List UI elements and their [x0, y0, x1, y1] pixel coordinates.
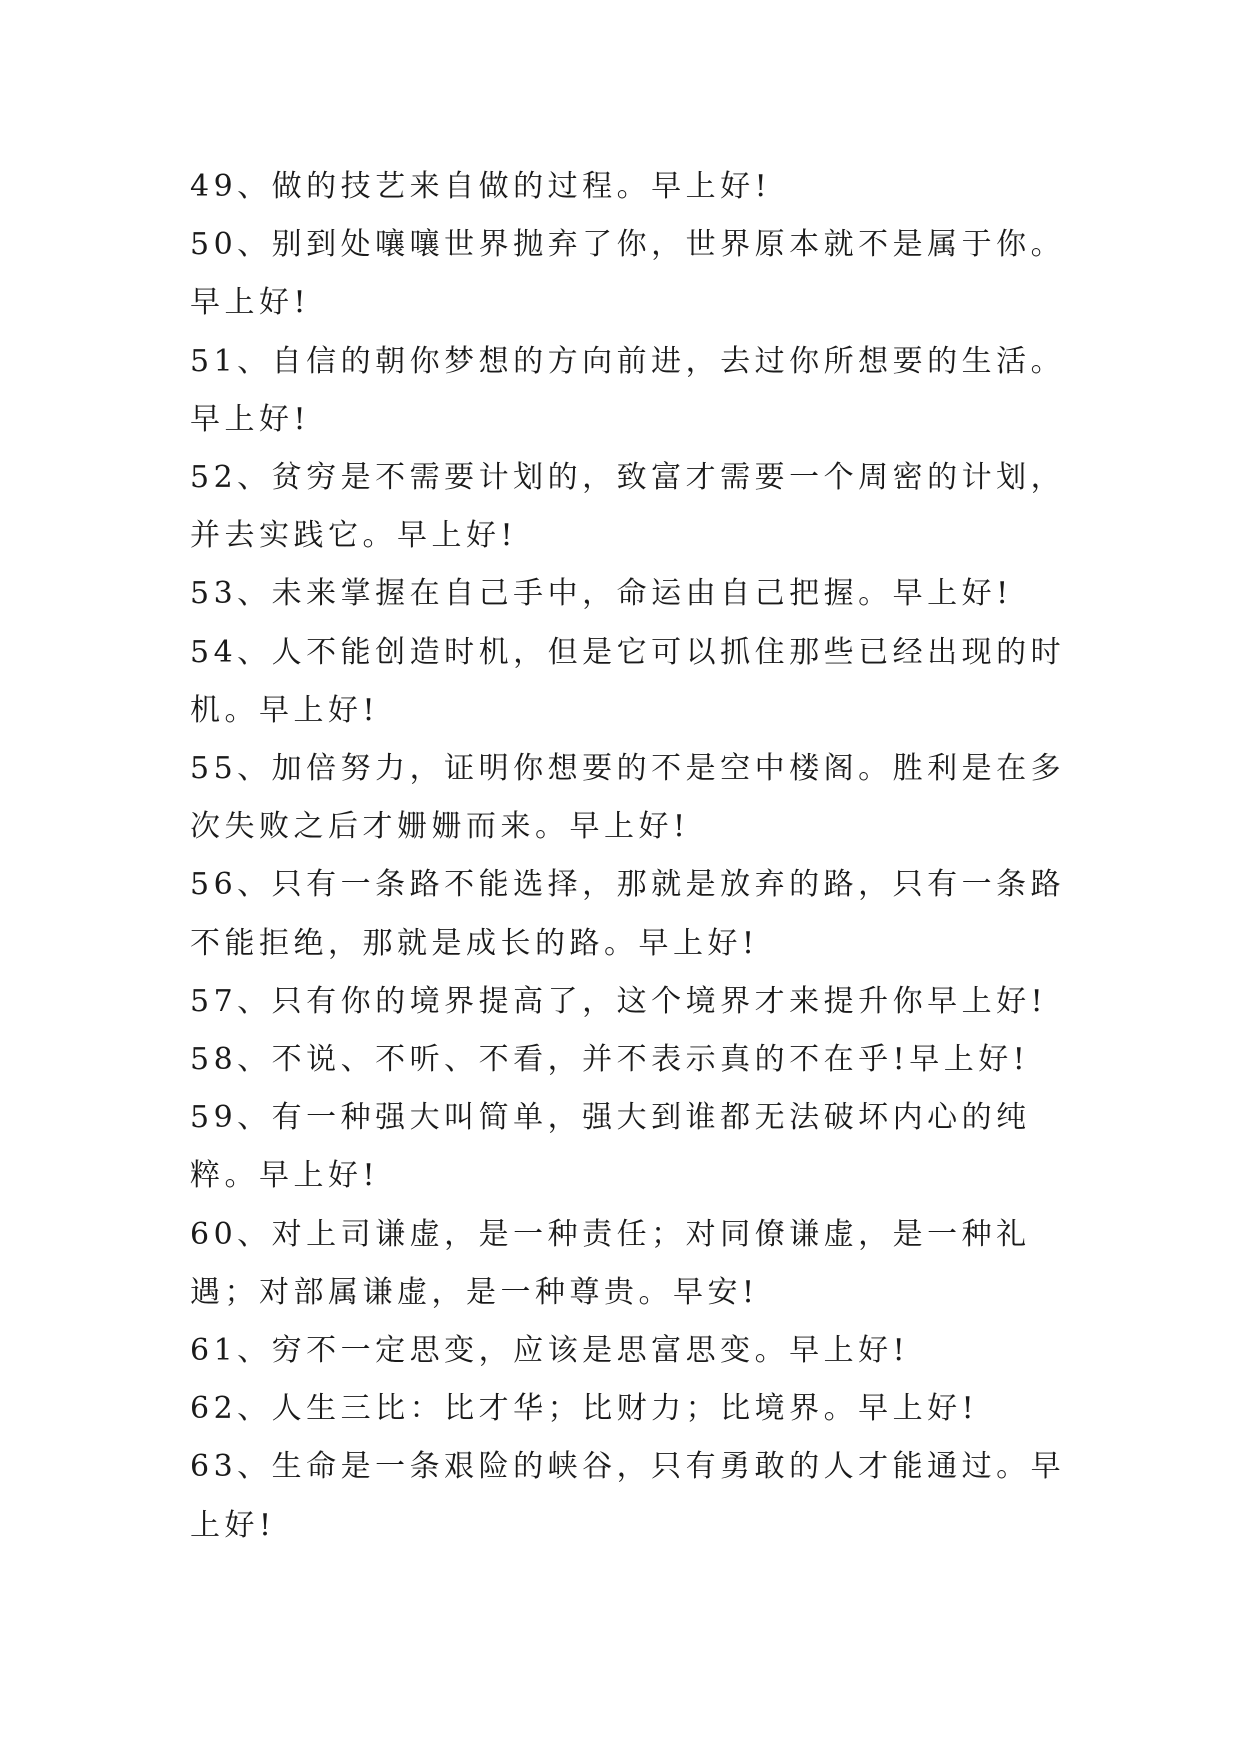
quote-entry: 63、生命是一条艰险的峡谷，只有勇敢的人才能通过。早上好! — [190, 1449, 1066, 1543]
quote-entry: 50、别到处嚷嚷世界抛弃了你，世界原本就不是属于你。早上好! — [190, 227, 1066, 321]
quote-entry: 49、做的技艺来自做的过程。早上好! — [190, 169, 772, 204]
quote-entry: 54、人不能创造时机，但是它可以抓住那些已经出现的时机。早上好! — [190, 634, 1066, 728]
quote-entry: 56、只有一条路不能选择，那就是放弃的路，只有一条路不能拒绝，那就是成长的路。早上好! — [190, 867, 1066, 961]
quote-entry: 60、对上司谦虚，是一种责任；对同僚谦虚，是一种礼遇；对部属谦虚，是一种尊贵。早安! — [190, 1216, 1031, 1310]
quote-entry: 53、未来掌握在自己手中，命运由自己把握。早上好! — [190, 576, 1013, 612]
quote-entry: 62、人生三比：比才华；比财力；比境界。早上好! — [190, 1391, 979, 1427]
quote-entry: 52、贫穷是不需要计划的，致富才需要一个周密的计划，并去实践它。早上好! — [190, 460, 1066, 554]
quote-entry: 55、加倍努力，证明你想要的不是空中楼阁。胜利是在多次失败之后才姗姗而来。早上好! — [190, 751, 1066, 845]
quote-entry: 59、有一种强大叫简单，强大到谁都无法破坏内心的纯粹。早上好! — [190, 1100, 1031, 1194]
quote-entry: 61、穷不一定思变，应该是思富思变。早上好! — [190, 1333, 910, 1369]
quote-entry: 57、只有你的境界提高了，这个境界才来提升你早上好! — [190, 983, 1048, 1019]
quote-entry: 51、自信的朝你梦想的方向前进，去过你所想要的生活。早上好! — [190, 343, 1066, 437]
quote-list — [190, 158, 1070, 1555]
quote-entry: 58、不说、不听、不看，并不表示真的不在乎!早上好! — [190, 1042, 1030, 1078]
